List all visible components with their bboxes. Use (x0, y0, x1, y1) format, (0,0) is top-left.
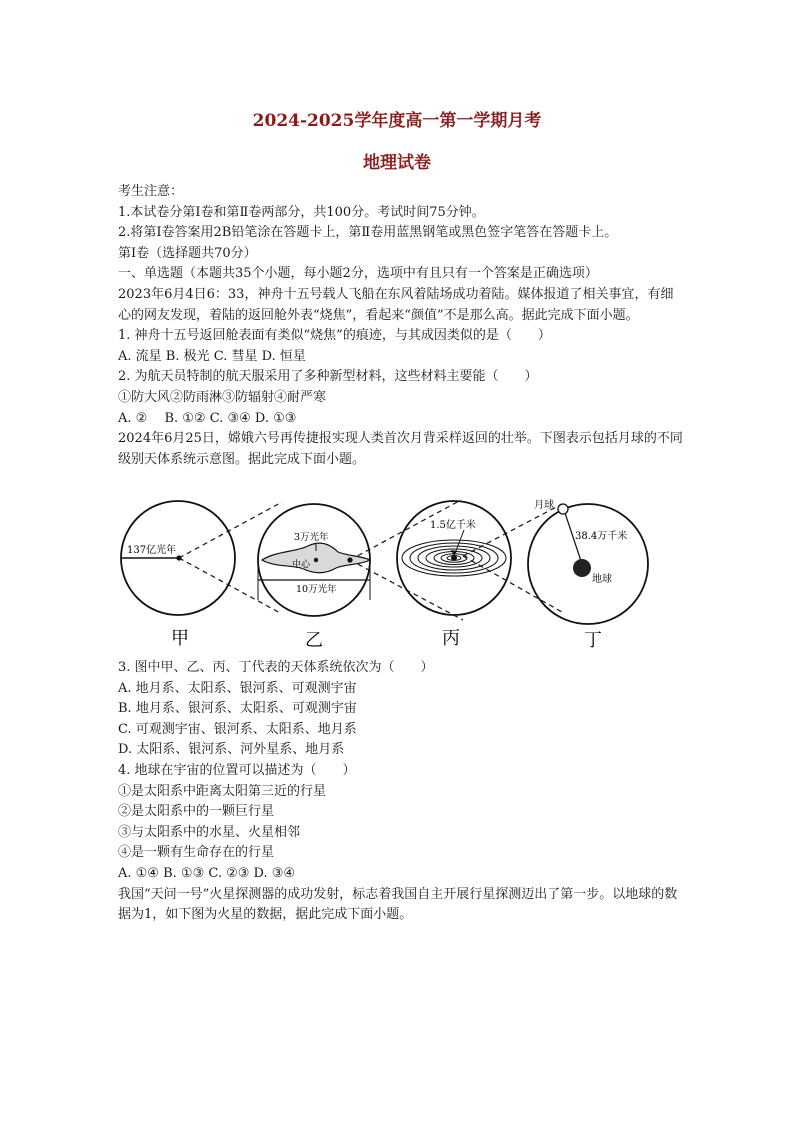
yi-width-label: 10万光年 (296, 584, 337, 595)
exam-body-bottom (118, 658, 686, 926)
section-heading: 第Ⅰ卷（选择题共70分） (118, 245, 257, 261)
question-2-items: ①防大风②防雨淋③防辐射④耐严寒 (118, 389, 327, 405)
earth-dot (573, 559, 591, 577)
label-bing: 丙 (442, 628, 460, 649)
question-2-options: A. ② B. ①② C. ③④ D. ①③ (118, 410, 297, 426)
passage-3: 我国“天问一号”火星探测器的成功发射，标志着我国自主开展行星探测迈出了第一步。以地球的数据为1，如下图为火星的数据，据此完成下面小题。 (118, 886, 678, 923)
passage-1: 2023年6月4日6：33，神舟十五号载人飞船在东风着陆场成功着陆。媒体报道了相关事宜，有细心的网友发现，着陆的返回舱外表“烧焦”，看起来“颜值”不是那么高。据此完成下面小题。 (118, 286, 674, 323)
question-1-options: A. 流星 B. 极光 C. 彗星 D. 恒星 (118, 348, 306, 364)
celestial-systems-figure (116, 494, 686, 656)
label-ding: 丁 (584, 630, 602, 651)
question-2-stem: 2. 为航天员特制的航天服采用了多种新型材料，这些材料主要能（ ） (118, 369, 538, 385)
exam-body-top (118, 182, 686, 470)
question-3-option-d: D. 太阳系、银河系、河外星系、地月系 (118, 742, 345, 758)
exam-title: 2024-2025学年度高一第一学期月考 (252, 111, 542, 131)
ding-earth-label: 地球 (592, 574, 612, 585)
yi-thickness-label: 3万光年 (294, 532, 329, 543)
question-3-option-b: B. 地月系、银河系、太阳系、可观测宇宙 (118, 701, 357, 717)
question-4-item-3: ③与太阳系中的水星、火星相邻 (118, 824, 301, 840)
ding-moon-label: 月球 (534, 500, 554, 511)
question-3-option-c: C. 可观测宇宙、银河系、太阳系、地月系 (118, 721, 357, 737)
bing-distance-label: 1.5亿千米 (430, 520, 476, 531)
label-yi: 乙 (305, 630, 323, 651)
question-4-item-2: ②是太阳系中的一颗巨行星 (118, 804, 275, 820)
question-4-item-4: ④是一颗有生命存在的行星 (118, 845, 275, 861)
jia-center-dot (176, 555, 181, 560)
label-jia: 甲 (171, 628, 189, 649)
question-3-option-a: A. 地月系、太阳系、银河系、可观测宇宙 (118, 680, 357, 696)
moon-dot (558, 504, 568, 514)
exam-subject: 地理试卷 (363, 153, 431, 173)
question-4-item-1: ①是太阳系中距离太阳第三近的行星 (118, 783, 327, 799)
yi-center-label: 中心 (292, 560, 311, 570)
notice-heading: 考生注意： (118, 184, 184, 199)
question-4-stem: 4. 地球在宇宙的位置可以描述为（ ） (118, 762, 356, 778)
jia-distance-label: 137亿光年 (127, 545, 177, 556)
notice-item-1: 1.本试卷分第Ⅰ卷和第Ⅱ卷两部分，共100分。考试时间75分钟。 (118, 204, 485, 220)
question-4-options: A. ①④ B. ①③ C. ②③ D. ③④ (118, 865, 296, 881)
passage-2: 2024年6月25日，嫦娥六号再传捷报实现人类首次月背采样返回的壮举。下图表示包括月球的不同级别天体系统示意图。据此完成下面小题。 (118, 431, 683, 467)
yi-sun-dot (347, 557, 352, 562)
ding-distance-label: 38.4万千米 (575, 531, 628, 542)
question-1-stem: 1. 神舟十五号返回舱表面有类似“烧焦”的痕迹，与其成因类似的是（ ） (118, 328, 551, 344)
part-heading: 一、单选题（本题共35个小题，每小题2分，选项中有且只有一个答案是正确选项） (118, 266, 598, 282)
notice-item-2: 2.将第Ⅰ卷答案用2B铅笔涂在答题卡上，第Ⅱ卷用蓝黑钢笔或黑色签字笔答在答题卡上。 (118, 225, 618, 241)
question-3-stem: 3. 图中甲、乙、丙、丁代表的天体系统依次为（ ） (118, 660, 434, 675)
